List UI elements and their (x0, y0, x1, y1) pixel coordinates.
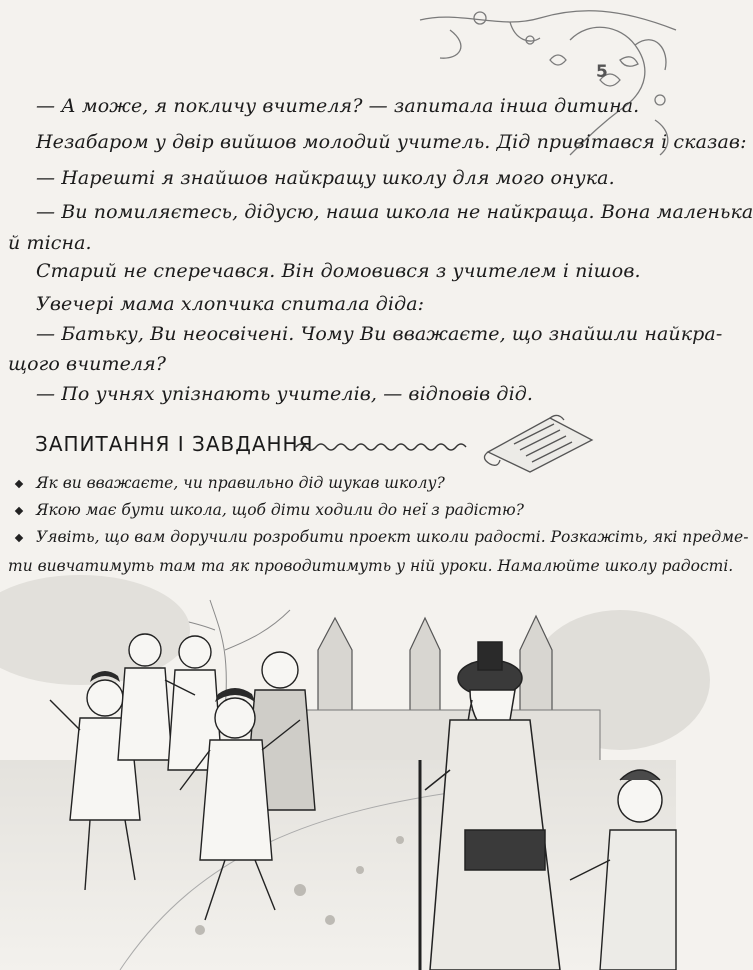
story-line: — Ви помиляєтесь, дідусю, наша школа не найкраща. Вона маленька (36, 201, 753, 223)
story-line: — Батьку, Ви неосвічені. Чому Ви вважаєте, що знайшли найкра- (36, 323, 723, 345)
task-item: ти вивчатимуть там та як проводитимуть у ній уроки. Намалюйте школу радості. (8, 557, 734, 575)
story-line: Незабаром у двір вийшов молодий учитель. Дід привітався і сказав: (36, 131, 747, 153)
story-line: — По учнях упізнають учителів, — відповів дід. (36, 383, 534, 405)
story-illustration (0, 590, 676, 970)
task-item: Уявіть, що вам доручили розробити проект школи радості. Розкажіть, які предме- (36, 528, 749, 546)
story-line: — Нарешті я знайшов найкращу школу для мого онука. (36, 167, 615, 189)
story-line: й тісна. (8, 232, 92, 254)
story-line: щого вчителя? (8, 353, 167, 375)
story-line: Старий не сперечався. Він домовився з учителем і пішов. (36, 260, 641, 282)
diamond-bullet-icon (15, 507, 23, 515)
page-number: 5 (596, 62, 608, 82)
section-title: ЗАПИТАННЯ І ЗАВДАННЯ (35, 432, 314, 456)
wave-divider (296, 440, 466, 454)
story-line: — А може, я покличу вчителя? — запитала інша дитина. (36, 95, 640, 117)
diamond-bullet-icon (15, 480, 23, 488)
diamond-bullet-icon (15, 534, 23, 542)
scroll-icon (480, 412, 600, 474)
task-item: Якою має бути школа, щоб діти ходили до неї з радістю? (36, 501, 524, 519)
task-item: Як ви вважаєте, чи правильно дід шукав школу? (36, 474, 445, 492)
story-line: Увечері мама хлопчика спитала діда: (36, 293, 425, 315)
